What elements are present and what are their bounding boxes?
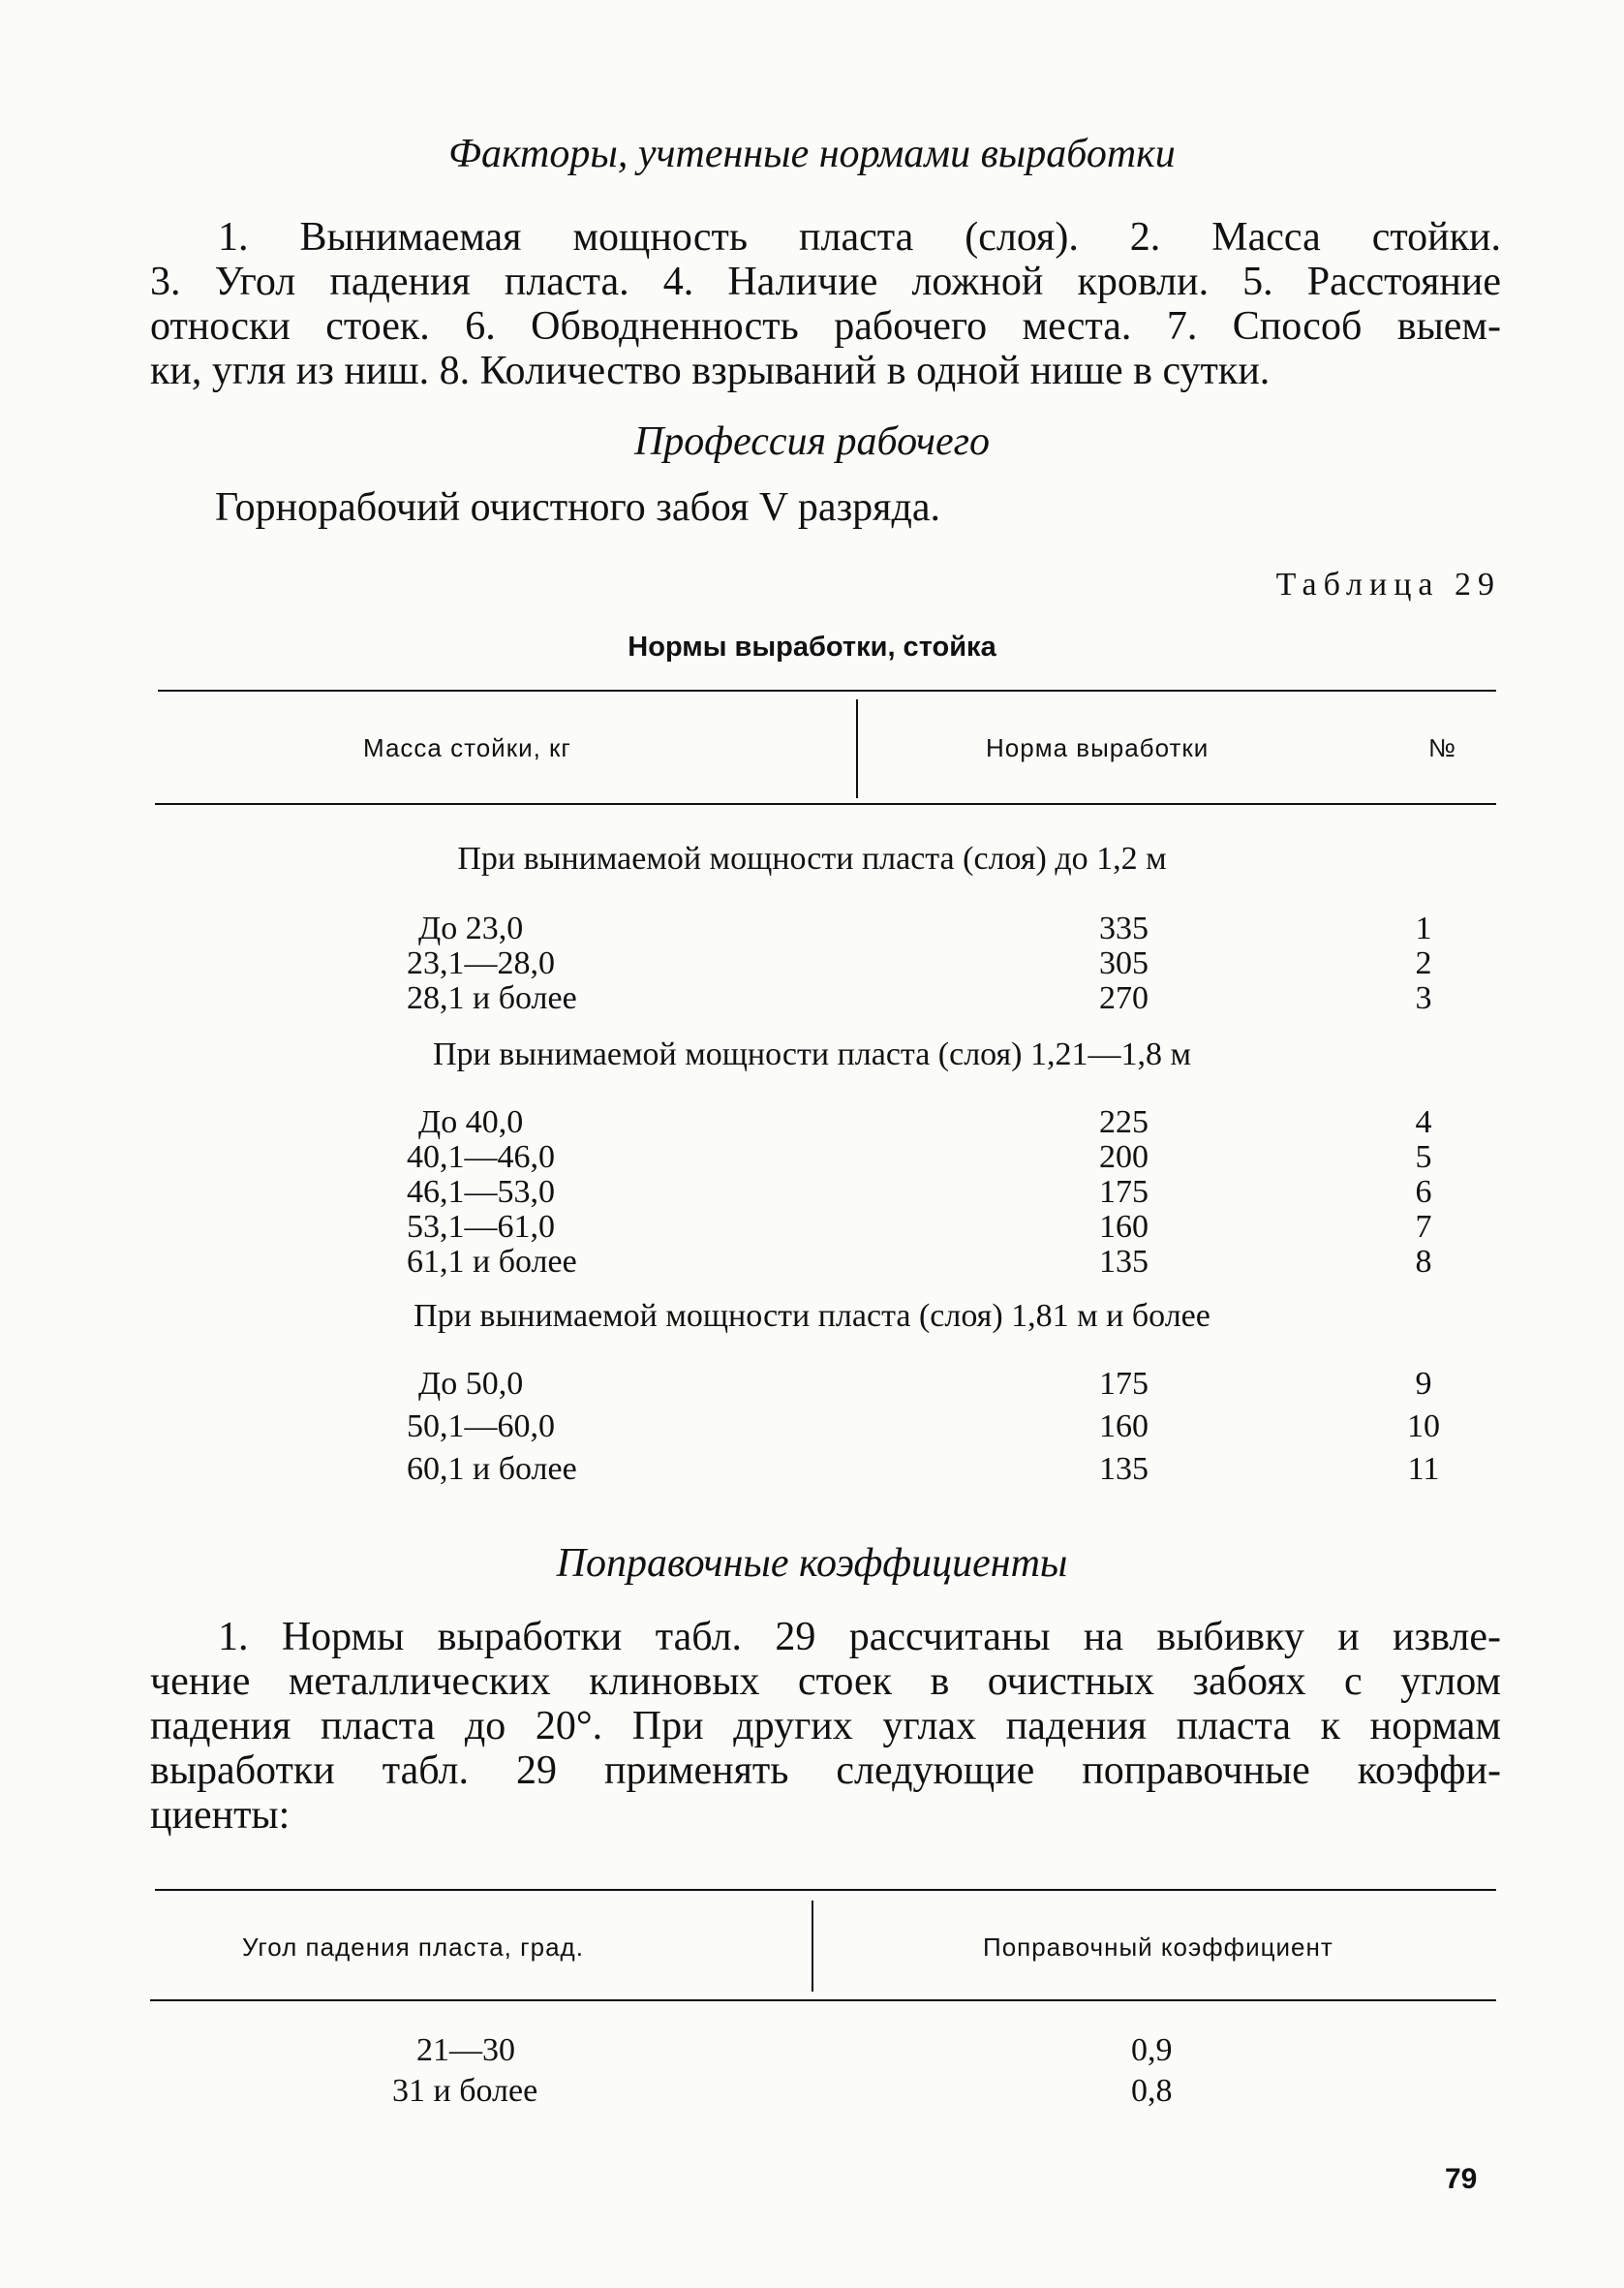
table-cell-number: 1 [1415,911,1432,946]
table-title: Нормы выработки, стойка [628,632,996,663]
corrections-heading: Поправочные коэффициенты [556,1541,1068,1586]
table-label: Таблица 29 [1275,567,1501,603]
page-number: 79 [1445,2163,1478,2195]
table-cell-number: 11 [1407,1451,1440,1487]
group-caption: При вынимаемой мощности пласта (слоя) 1,81 м и более [414,1298,1210,1334]
table-cell-mass: До 40,0 [418,1104,524,1140]
table-cell-mass: 50,1—60,0 [407,1408,555,1444]
column-divider [856,699,858,798]
table-cell-mass: До 23,0 [418,911,524,946]
profession-text: Горнорабочий очистного забоя V разряда. [215,485,940,530]
column-header-angle: Угол падения пласта, град. [242,1932,584,1962]
paragraph-line: относки стоек. 6. Обводненность рабочего места. 7. Способ выем- [150,304,1501,349]
table-cell-norm: 335 [1099,911,1149,946]
table-cell-norm: 160 [1099,1408,1149,1444]
table-top-rule [158,690,1496,692]
table-cell-number: 2 [1415,945,1432,981]
table-cell-mass: 40,1—46,0 [407,1139,555,1175]
table-cell-number: 5 [1415,1139,1432,1175]
table-cell-mass: 61,1 и более [407,1244,577,1280]
table-cell-norm: 135 [1099,1244,1149,1280]
paragraph-line: циенты: [150,1793,291,1838]
paragraph-line: 3. Угол падения пласта. 4. Наличие ложной кровли. 5. Расстояние [150,260,1501,304]
table-cell-norm: 175 [1099,1174,1149,1210]
table-cell-number: 9 [1415,1366,1432,1402]
table-cell-number: 10 [1407,1408,1440,1444]
column-header-norm: Норма выработки [986,733,1210,762]
group-caption: При вынимаемой мощности пласта (слоя) до 1,2 м [457,841,1167,877]
paragraph-line: 1. Нормы выработки табл. 29 рассчитаны на выбивку и извле- [218,1615,1501,1659]
table-cell-angle: 31 и более [392,2073,538,2109]
column-header-number: № [1428,733,1456,762]
table-cell-coef: 0,9 [1131,2032,1173,2068]
table-cell-norm: 135 [1099,1451,1149,1487]
table-cell-norm: 160 [1099,1209,1149,1245]
table-cell-mass: 46,1—53,0 [407,1174,555,1210]
table-cell-number: 4 [1415,1104,1432,1140]
table-cell-number: 7 [1415,1209,1432,1245]
table-cell-norm: 305 [1099,945,1149,981]
factors-paragraph [150,215,1501,393]
coef-table-header-rule [150,1999,1496,2001]
table-cell-number: 6 [1415,1174,1432,1210]
table-cell-norm: 225 [1099,1104,1149,1140]
table-cell-mass: 53,1—61,0 [407,1209,555,1245]
table-cell-mass: До 50,0 [418,1366,524,1402]
table-cell-mass: 23,1—28,0 [407,945,555,981]
paragraph-line: выработки табл. 29 применять следующие поправочные коэффи- [150,1748,1501,1793]
table-cell-number: 8 [1415,1244,1432,1280]
coef-table-top-rule [155,1889,1496,1891]
factors-heading: Факторы, учтенные нормами выработки [448,132,1176,176]
column-header-mass: Масса стойки, кг [363,733,571,762]
paragraph-line: 1. Вынимаемая мощность пласта (слоя). 2. Масса стойки. [218,215,1501,260]
table-cell-norm: 175 [1099,1366,1149,1402]
table-cell-mass: 60,1 и более [407,1451,577,1487]
table-cell-norm: 200 [1099,1139,1149,1175]
table-cell-angle: 21—30 [416,2032,515,2068]
profession-heading: Профессия рабочего [633,419,991,464]
table-cell-mass: 28,1 и более [407,980,577,1016]
column-divider [812,1901,813,1992]
column-header-coef: Поправочный коэффициент [983,1932,1333,1962]
paragraph-line: падения пласта до 20°. При других углах падения пласта к нормам [150,1704,1501,1748]
corrections-paragraph [150,1615,1501,1838]
paragraph-line: чение металлических клиновых стоек в очистных забоях с углом [150,1659,1501,1704]
table-cell-coef: 0,8 [1131,2073,1173,2109]
paragraph-line: ки, угля из ниш. 8. Количество взрываний в одной нише в сутки. [150,349,1271,393]
table-cell-number: 3 [1415,980,1432,1016]
group-caption: При вынимаемой мощности пласта (слоя) 1,21—1,8 м [432,1036,1191,1072]
table-cell-norm: 270 [1099,980,1149,1016]
table-header-rule [155,803,1496,805]
